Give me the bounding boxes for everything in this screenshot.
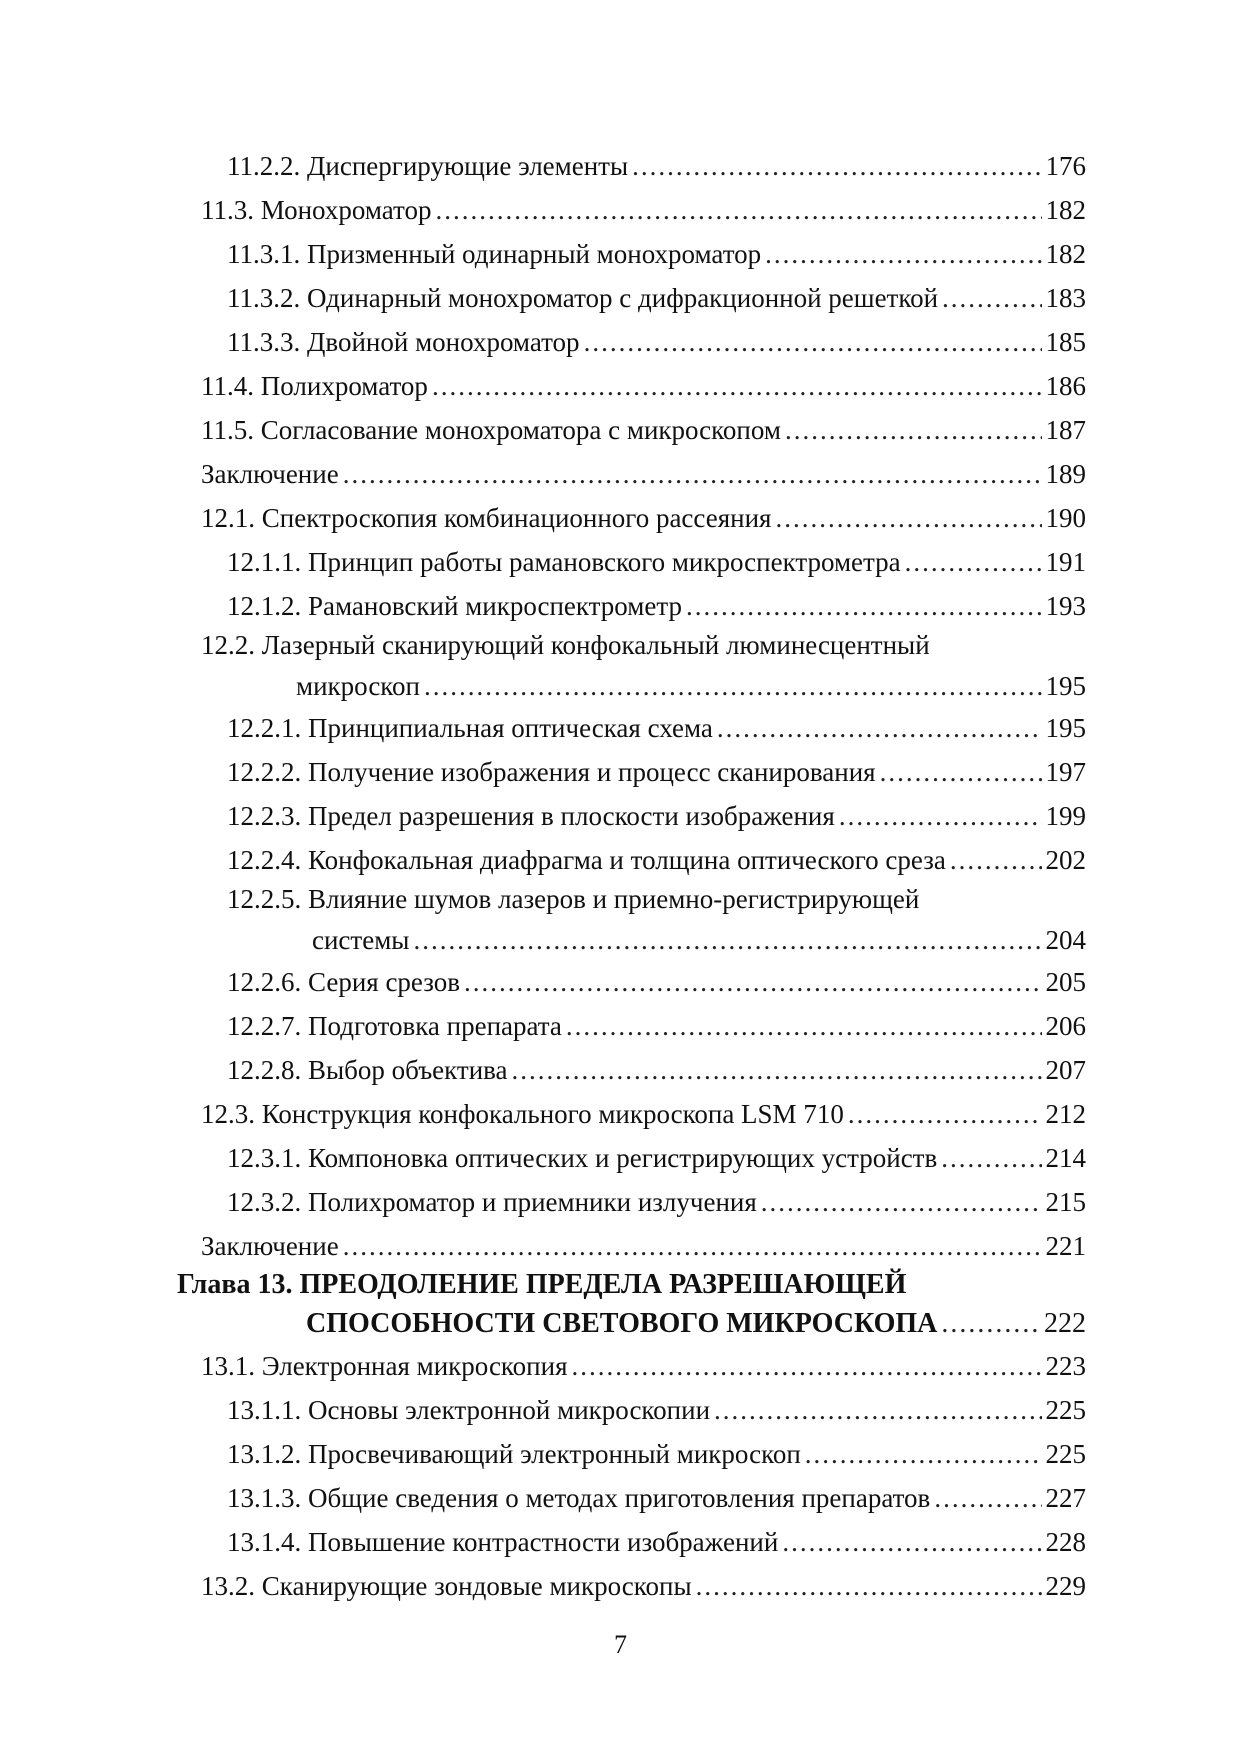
toc-entry-page: 221: [1045, 1231, 1086, 1261]
toc-entry-page: 185: [1045, 327, 1086, 357]
toc-entry-page: 205: [1045, 967, 1086, 997]
toc-entry[interactable]: [227, 1388, 1086, 1432]
toc-entry[interactable]: [227, 1180, 1086, 1224]
page-number: 7: [614, 1630, 627, 1659]
leader-dots: [880, 750, 1042, 794]
toc-entry-page: 225: [1045, 1395, 1086, 1425]
toc-entry-title: 12.2.4. Конфокальная диафрагма и толщина оптического среза: [227, 845, 946, 875]
leader-dots: [950, 838, 1042, 882]
toc-entry-title: 12.2. Лазерный сканирующий конфокальный люминесцентный: [201, 630, 930, 660]
toc-entry-title: 11.5. Согласование монохроматора с микроскопом: [201, 415, 781, 445]
toc-entry-page: 193: [1045, 591, 1086, 621]
leader-dots: [696, 1564, 1042, 1608]
toc-entry-title: 12.1.1. Принцип работы рамановского микроспектрометра: [227, 547, 901, 577]
toc-entry-title-cont: микроскоп: [296, 671, 421, 701]
toc-entry-page: 227: [1045, 1483, 1086, 1513]
toc-entry[interactable]: [201, 364, 1086, 408]
toc-entry-page: 225: [1045, 1439, 1086, 1469]
toc-entry-title: 13.1.2. Просвечивающий электронный микроскоп: [227, 1439, 801, 1469]
toc-entry-page: 202: [1045, 845, 1086, 875]
toc-entry[interactable]: [201, 188, 1086, 232]
toc-entry-title: 11.3. Монохроматор: [201, 195, 432, 225]
chapter-title: Глава 13. ПРЕОДОЛЕНИЕ ПРЕДЕЛА РАЗРЕШАЮЩЕЙ: [177, 1269, 907, 1300]
toc-entry-multiline[interactable]: [227, 882, 1086, 960]
toc-entry[interactable]: [227, 1432, 1086, 1476]
toc-entry-title: 11.3.2. Одинарный монохроматор с дифракционной решеткой: [227, 283, 939, 313]
toc-entry-page: 212: [1045, 1099, 1086, 1129]
toc-entry-page: 214: [1045, 1143, 1086, 1173]
toc-entry[interactable]: [227, 960, 1086, 1004]
leader-dots: [572, 1344, 1042, 1388]
toc-entry[interactable]: [227, 1476, 1086, 1520]
toc-entry-page: 223: [1045, 1351, 1086, 1381]
leader-dots: [941, 1136, 1041, 1180]
toc-entry-title: 13.1. Электронная микроскопия: [201, 1351, 568, 1381]
toc-entry[interactable]: [227, 750, 1086, 794]
leader-dots: [512, 1048, 1042, 1092]
toc-entry-page: 215: [1045, 1187, 1086, 1217]
leader-dots: [343, 452, 1042, 496]
toc-entry-page: 199: [1045, 801, 1086, 831]
toc-entry-page: 191: [1045, 547, 1086, 577]
toc-entry[interactable]: [227, 1048, 1086, 1092]
leader-dots: [785, 408, 1042, 452]
leader-dots: [848, 1092, 1042, 1136]
toc-entry[interactable]: [227, 232, 1086, 276]
toc-entry[interactable]: [227, 1004, 1086, 1048]
toc-entry-title: 13.1.4. Повышение контрастности изображений: [227, 1527, 779, 1557]
leader-dots: [584, 320, 1042, 364]
toc-entry[interactable]: [201, 496, 1086, 540]
leader-dots: [942, 276, 1041, 320]
leader-dots: [761, 1180, 1042, 1224]
toc-entry[interactable]: [201, 1224, 1086, 1268]
leader-dots: [941, 1304, 1040, 1344]
leader-dots: [413, 920, 1041, 960]
leader-dots: [782, 1520, 1041, 1564]
leader-dots: [765, 232, 1041, 276]
toc-entry-title: 13.1.3. Общие сведения о методах приготовления препаратов: [227, 1483, 931, 1513]
toc-entry-title: 12.2.1. Принципиальная оптическая схема: [227, 713, 713, 743]
toc-entry-page: 187: [1045, 415, 1086, 445]
toc-entry-title: 13.1.1. Основы электронной микроскопии: [227, 1395, 711, 1425]
table-of-contents: [0, 144, 1241, 1608]
toc-entry[interactable]: [201, 1092, 1086, 1136]
toc-entry-page: 222: [1044, 1308, 1086, 1339]
toc-entry-page: 204: [1045, 925, 1086, 955]
leader-dots: [566, 1004, 1042, 1048]
toc-entry[interactable]: [227, 540, 1086, 584]
leader-dots: [343, 1224, 1042, 1268]
toc-entry-page: 182: [1045, 239, 1086, 269]
toc-entry-page: 189: [1045, 459, 1086, 489]
toc-entry[interactable]: [201, 408, 1086, 452]
leader-dots: [934, 1476, 1041, 1520]
toc-entry-title-cont: системы: [312, 925, 410, 955]
leader-dots: [905, 540, 1042, 584]
leader-dots: [424, 666, 1041, 706]
toc-entry[interactable]: [227, 320, 1086, 364]
toc-entry-title: 11.4. Полихроматор: [201, 371, 428, 401]
toc-entry[interactable]: [227, 584, 1086, 628]
toc-entry-title: 12.3. Конструкция конфокального микроскопа LSM 710: [201, 1099, 844, 1129]
toc-entry[interactable]: [227, 794, 1086, 838]
leader-dots: [686, 584, 1042, 628]
toc-entry-title: 12.2.7. Подготовка препарата: [227, 1011, 562, 1041]
leader-dots: [714, 1388, 1041, 1432]
toc-entry-title: 12.2.5. Влияние шумов лазеров и приемно-регистрирующей: [227, 884, 920, 914]
toc-entry[interactable]: [227, 1136, 1086, 1180]
leader-dots: [632, 144, 1041, 188]
toc-entry[interactable]: [201, 452, 1086, 496]
toc-entry-title: 12.2.2. Получение изображения и процесс сканирования: [227, 757, 876, 787]
toc-entry-title: 12.3.1. Компоновка оптических и регистрирующих устройств: [227, 1143, 938, 1173]
toc-entry-multiline[interactable]: [201, 628, 1086, 706]
toc-entry-page: 195: [1045, 671, 1086, 701]
toc-entry-title: 13.2. Сканирующие зондовые микроскопы: [201, 1571, 692, 1601]
toc-entry-page: 206: [1045, 1011, 1086, 1041]
toc-entry-title: 12.2.8. Выбор объектива: [227, 1055, 508, 1085]
toc-entry-page: 176: [1045, 151, 1086, 181]
toc-entry-title: 11.3.3. Двойной монохроматор: [227, 327, 580, 357]
toc-entry-title: 12.2.3. Предел разрешения в плоскости изображения: [227, 801, 835, 831]
toc-entry-page: 195: [1045, 713, 1086, 743]
leader-dots: [775, 496, 1041, 540]
toc-entry-page: 229: [1045, 1571, 1086, 1601]
toc-entry-title: 12.1. Спектроскопия комбинационного рассеяния: [201, 503, 772, 533]
toc-entry[interactable]: [201, 1564, 1086, 1608]
toc-entry-page: 186: [1045, 371, 1086, 401]
toc-entry-page: 182: [1045, 195, 1086, 225]
toc-entry-title: Заключение: [201, 1231, 339, 1261]
toc-entry[interactable]: [201, 1344, 1086, 1388]
toc-entry-title: 12.2.6. Серия срезов: [227, 967, 460, 997]
toc-entry[interactable]: [227, 1520, 1086, 1564]
leader-dots: [432, 364, 1042, 408]
toc-entry-page: 228: [1045, 1527, 1086, 1557]
toc-entry-page: 183: [1045, 283, 1086, 313]
toc-entry[interactable]: [227, 706, 1086, 750]
toc-chapter-entry[interactable]: [177, 1268, 1086, 1344]
leader-dots: [435, 188, 1041, 232]
toc-entry-title: 11.2.2. Диспергирующие элементы: [227, 151, 629, 181]
toc-entry-title: 11.3.1. Призменный одинарный монохроматор: [227, 239, 762, 269]
toc-entry-title: 12.1.2. Рамановский микроспектрометр: [227, 591, 682, 621]
toc-entry-continuation: [177, 1304, 1086, 1344]
toc-entry-page: 197: [1045, 757, 1086, 787]
toc-entry-title: 12.3.2. Полихроматор и приемники излучения: [227, 1187, 757, 1217]
toc-entry-title: Заключение: [201, 459, 339, 489]
toc-entry[interactable]: [227, 276, 1086, 320]
chapter-title-cont: СПОСОБНОСТИ СВЕТОВОГО МИКРОСКОПА: [306, 1308, 938, 1339]
leader-dots: [464, 960, 1042, 1004]
toc-entry[interactable]: [227, 838, 1086, 882]
toc-entry-continuation: [227, 920, 1086, 960]
toc-entry-page: 207: [1045, 1055, 1086, 1085]
toc-entry-continuation: [201, 666, 1086, 706]
toc-entry[interactable]: [227, 144, 1086, 188]
toc-entry-page: 190: [1045, 503, 1086, 533]
leader-dots: [839, 794, 1042, 838]
leader-dots: [717, 706, 1042, 750]
leader-dots: [805, 1432, 1042, 1476]
